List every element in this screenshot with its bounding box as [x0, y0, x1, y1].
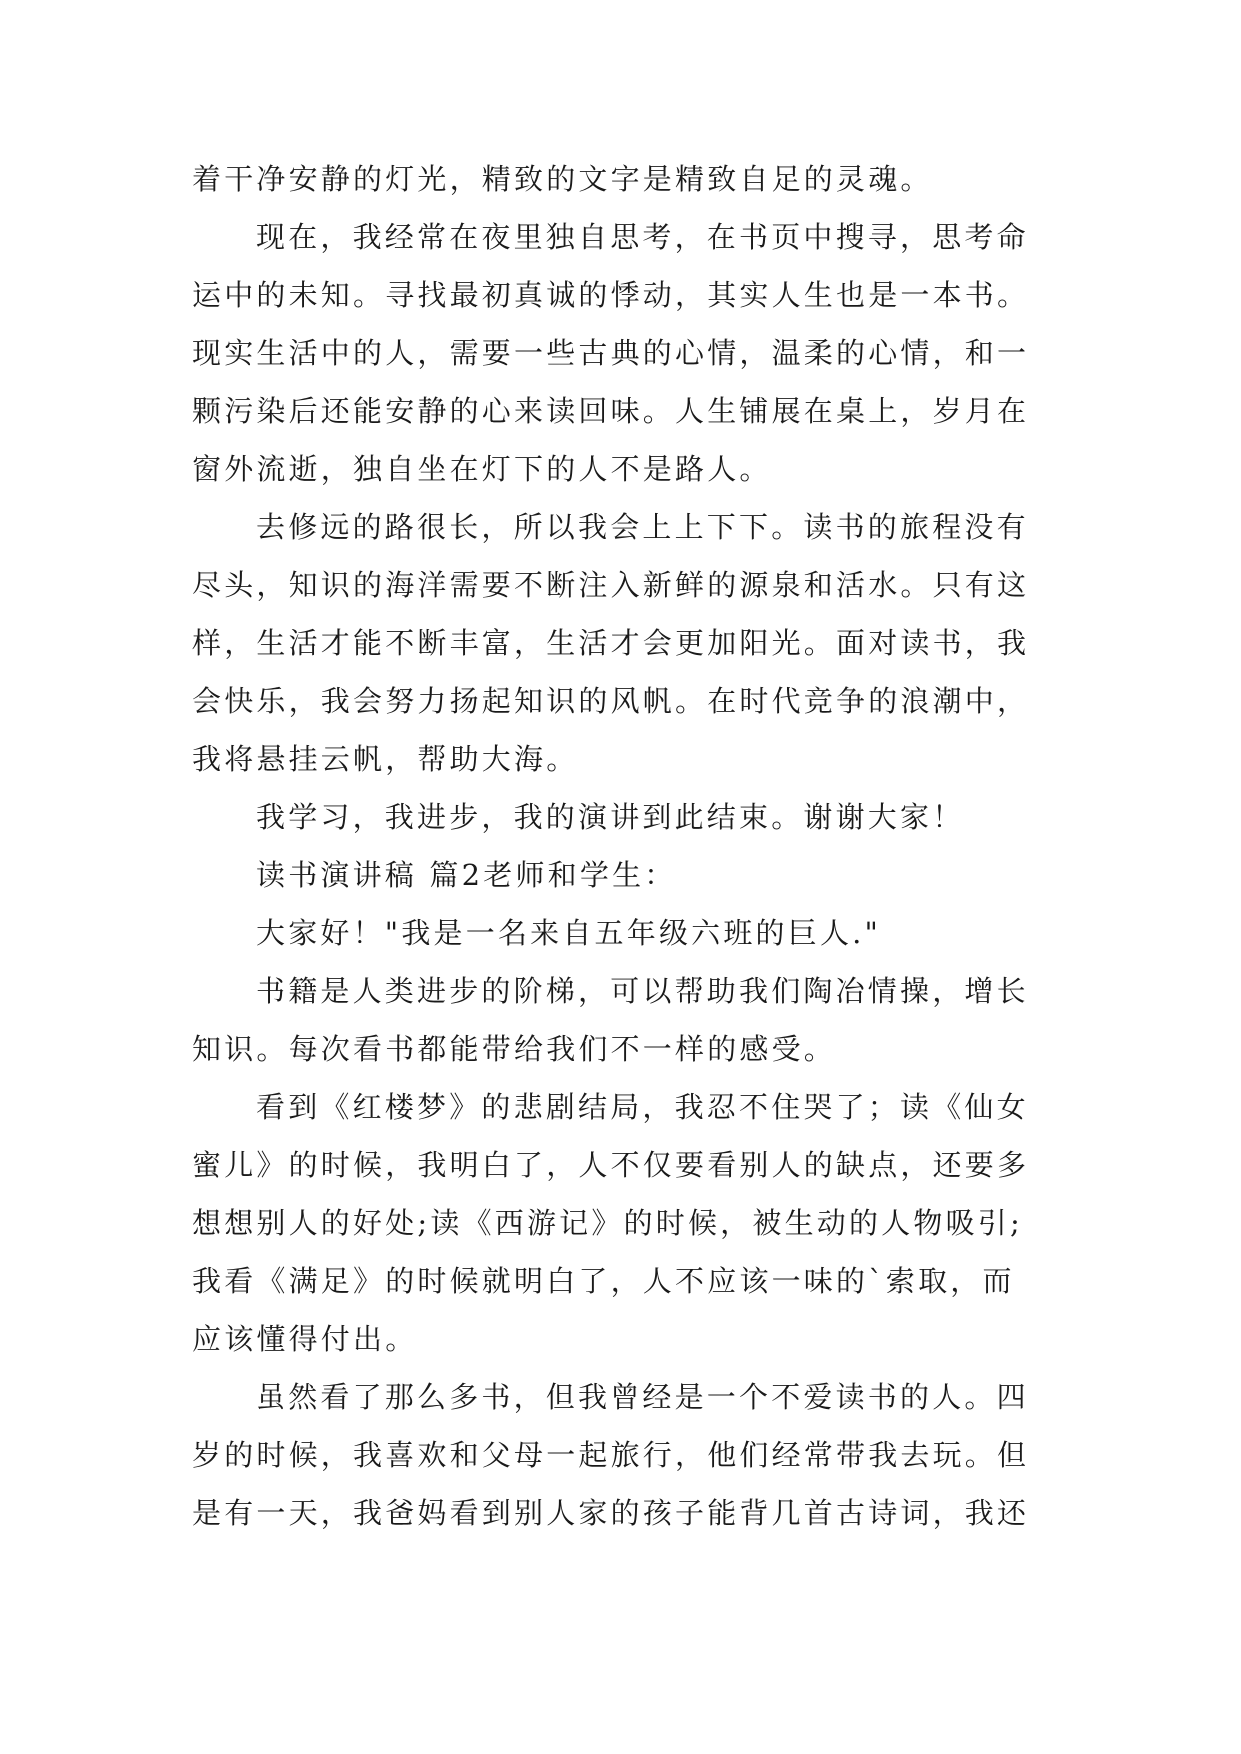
text-line: 颗污染后还能安静的心来读回味。人生铺展在桌上，岁月在: [192, 394, 1030, 428]
text-line: 大家好！"我是一名来自五年级六班的巨人.": [256, 916, 882, 950]
text-line: 尽头，知识的海洋需要不断注入新鲜的源泉和活水。只有这: [192, 568, 1030, 602]
text-line: 会快乐，我会努力扬起知识的风帆。在时代竞争的浪潮中，: [192, 684, 1030, 718]
text-line: 是有一天，我爸妈看到别人家的孩子能背几首古诗词，我还: [192, 1496, 1030, 1530]
text-line: 蜜儿》的时候，我明白了，人不仅要看别人的缺点，还要多: [192, 1148, 1030, 1182]
text-line: 想想别人的好处;读《西游记》的时候，被生动的人物吸引;: [192, 1206, 1023, 1240]
text-line: 窗外流逝，独自坐在灯下的人不是路人。: [192, 452, 772, 486]
text-line: 着干净安静的灯光，精致的文字是精致自足的灵魂。: [192, 162, 933, 196]
text-line: 应该懂得付出。: [192, 1322, 418, 1356]
text-line: 去修远的路很长，所以我会上上下下。读书的旅程没有: [256, 510, 1029, 544]
text-line: 运中的未知。寻找最初真诚的悸动，其实人生也是一本书。: [192, 278, 1030, 312]
text-line: 现在，我经常在夜里独自思考，在书页中搜寻，思考命: [256, 220, 1029, 254]
text-line: 虽然看了那么多书，但我曾经是一个不爱读书的人。四: [256, 1380, 1029, 1414]
text-line: 我学习，我进步，我的演讲到此结束。谢谢大家！: [256, 800, 965, 834]
text-line: 读书演讲稿 篇2老师和学生：: [256, 858, 677, 892]
text-line: 我看《满足》的时候就明白了，人不应该一味的`索取，而: [192, 1264, 1015, 1298]
text-line: 书籍是人类进步的阶梯，可以帮助我们陶冶情操，增长: [256, 974, 1029, 1008]
document-body-text: [192, 150, 1072, 1542]
text-line: 看到《红楼梦》的悲剧结局，我忍不住哭了；读《仙女: [256, 1090, 1029, 1124]
text-line: 现实生活中的人，需要一些古典的心情，温柔的心情，和一: [192, 336, 1030, 370]
text-line: 样，生活才能不断丰富，生活才会更加阳光。面对读书，我: [192, 626, 1030, 660]
text-line: 知识。每次看书都能带给我们不一样的感受。: [192, 1032, 837, 1066]
text-line: 岁的时候，我喜欢和父母一起旅行，他们经常带我去玩。但: [192, 1438, 1030, 1472]
text-line: 我将悬挂云帆，帮助大海。: [192, 742, 579, 776]
